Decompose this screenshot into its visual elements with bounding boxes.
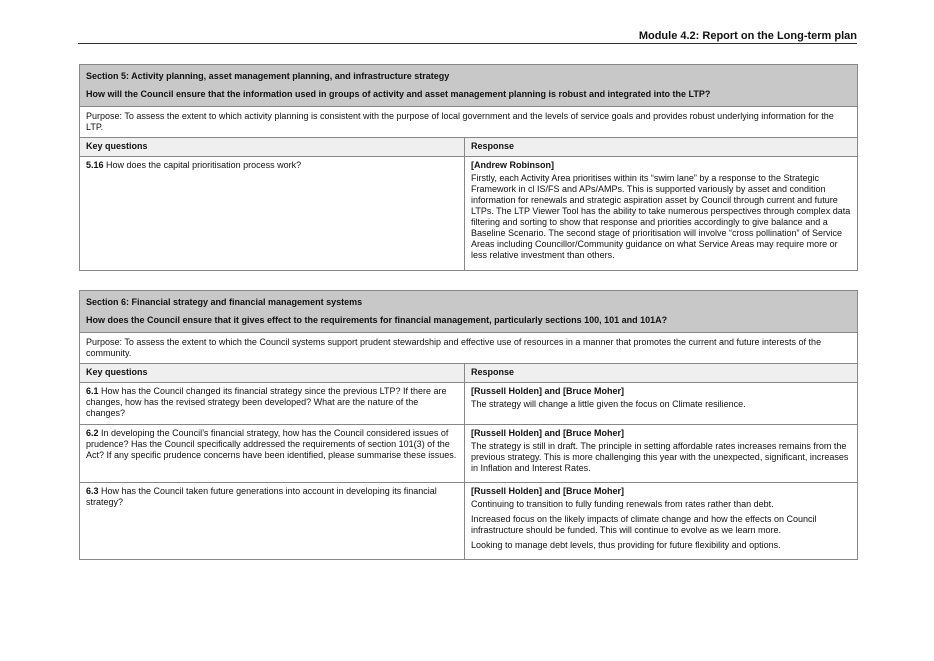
question-text: How does the capital prioritisation process work? <box>103 160 302 170</box>
column-header-key-questions: Key questions <box>80 138 465 157</box>
section-title: Section 5: Activity planning, asset management planning, and infrastructure strategy <box>86 71 450 81</box>
section-header <box>80 291 858 333</box>
response-paragraph: Looking to manage debt levels, thus providing for future flexibility and options. <box>471 540 781 550</box>
question-text: In developing the Council’s financial strategy, how has the Council considered issues of prudence? Has the Council specifically addressed the requirements of section 101(3) of the Act? If any specific prudence concerns have been identified, please summarise these issues. <box>86 428 457 460</box>
key-question-cell <box>80 157 465 271</box>
key-question-cell <box>80 383 465 425</box>
section-purpose: Purpose: To assess the extent to which activity planning is consistent with the purpose of local government and the levels of service goals and provides robust underlying information for the LTP. <box>80 107 858 138</box>
response-paragraph: The strategy will change a little given the focus on Climate resilience. <box>471 399 746 409</box>
question-text: How has the Council taken future generations into account in developing its financial strategy? <box>86 486 437 507</box>
table-row <box>80 425 858 483</box>
respondent-name: [Russell Holden] and [Bruce Moher] <box>471 486 625 496</box>
response-paragraph: Continuing to transition to fully funding renewals from rates rather than debt. <box>471 499 774 509</box>
response-cell <box>465 483 858 560</box>
section-6-table <box>79 290 858 560</box>
response-cell <box>465 425 858 483</box>
section-question: How will the Council ensure that the information used in groups of activity and asset management planning is robust and integrated into the LTP? <box>86 89 711 99</box>
section-question: How does the Council ensure that it gives effect to the requirements for financial management, particularly sections 100, 101 and 101A? <box>86 315 668 325</box>
question-text: How has the Council changed its financial strategy since the previous LTP? If there are changes, how has the revised strategy been developed? What are the nature of the changes? <box>86 386 447 418</box>
key-question-cell <box>80 425 465 483</box>
table-row <box>80 483 858 560</box>
question-number: 5.16 <box>86 160 104 170</box>
respondent-name: [Andrew Robinson] <box>471 160 554 170</box>
response-paragraph: Increased focus on the likely impacts of climate change and how the effects on Council infrastructure should be funded. This will continue to evolve as we learn more. <box>471 514 817 535</box>
page-header-title: Module 4.2: Report on the Long-term plan <box>78 30 857 44</box>
response-cell <box>465 383 858 425</box>
section-5-table <box>79 64 858 271</box>
column-header-response: Response <box>465 138 858 157</box>
section-header <box>80 65 858 107</box>
response-cell <box>465 157 858 271</box>
response-paragraph: The strategy is still in draft. The principle in setting affordable rates increases remains from the previous strategy. This is more challenging this year with the unexpected, significant, increases in Inflation and Interest Rates. <box>471 441 849 473</box>
column-header-response: Response <box>465 364 858 383</box>
response-paragraph: Firstly, each Activity Area prioritises within its “swim lane” by a response to the Strategic Framework in cl IS/FS and APs/AMPs. This is supported variously by asset and condition information for renewals and strategic aspiration asset by Council through current and future LTPs. The LTP Viewer Tool has the ability to take numerous perspectives through complex data filtering and sorting to show that response and priorities accordingly to give balance and a Baseline Scenario. The second stage of prioritisation will involve “cross pollination” of Service Areas including Councillor/Community guidance on what Service Areas may require more or less relative investment than others. <box>471 173 851 260</box>
key-question-cell <box>80 483 465 560</box>
table-row <box>80 157 858 271</box>
question-number: 6.3 <box>86 486 99 496</box>
question-number: 6.1 <box>86 386 99 396</box>
column-header-key-questions: Key questions <box>80 364 465 383</box>
table-row <box>80 383 858 425</box>
question-number: 6.2 <box>86 428 99 438</box>
section-title: Section 6: Financial strategy and financial management systems <box>86 297 363 307</box>
section-purpose: Purpose: To assess the extent to which the Council systems support prudent stewardship and effective use of resources in a manner that promotes the current and future interests of the community. <box>80 333 858 364</box>
respondent-name: [Russell Holden] and [Bruce Moher] <box>471 386 625 396</box>
respondent-name: [Russell Holden] and [Bruce Moher] <box>471 428 625 438</box>
